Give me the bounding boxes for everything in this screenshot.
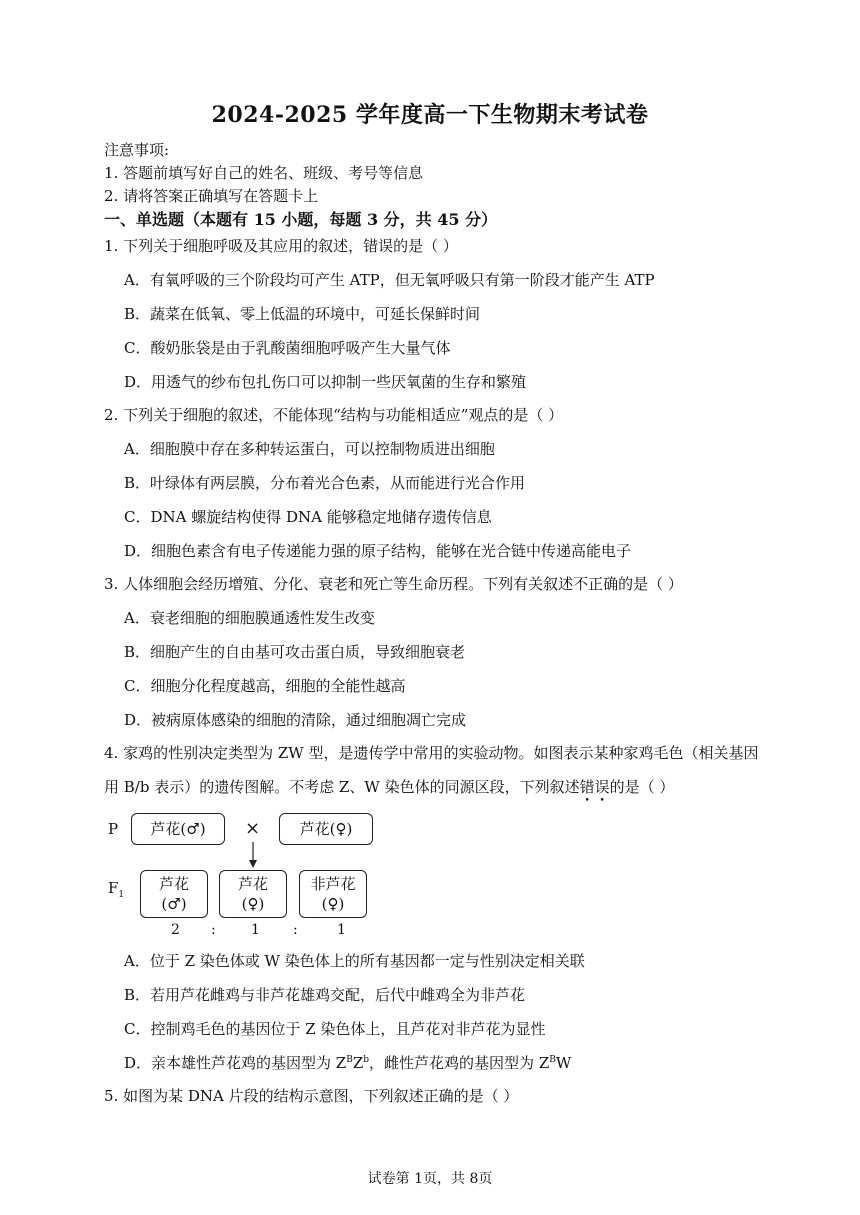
notice-item: 2. 请将答案正确填写在答题卡上	[104, 187, 319, 205]
ratio-colon: :	[211, 922, 216, 938]
option-c: C．控制鸡毛色的基因位于 Z 染色体上，且芦花对非芦花为显性	[124, 1020, 546, 1038]
option-d: D．细胞色素含有电子传递能力强的原子结构，能够在光合链中传递高能电子	[124, 542, 632, 560]
arrow-down-icon	[245, 840, 261, 870]
f1-label	[108, 879, 124, 900]
f1-box-female-barred	[219, 870, 287, 918]
option-d	[124, 1052, 571, 1073]
emphasis-char: 错	[579, 778, 595, 796]
box-line: (♀)	[321, 895, 345, 913]
p-male-box: 芦花(♂)	[131, 813, 225, 845]
question-stem: 2. 下列关于细胞的叙述，不能体现“结构与功能相适应”观点的是（ ）	[104, 406, 564, 424]
box-line: 芦花	[158, 875, 189, 893]
ratio-colon: :	[293, 922, 298, 938]
question-stem-line1: 4. 家鸡的性别决定类型为 ZW 型，是遗传学中常用的实验动物。如图表示某种家鸡毛色（相关基因	[104, 744, 759, 762]
question-stem: 5. 如图为某 DNA 片段的结构示意图，下列叙述正确的是（ ）	[104, 1087, 519, 1105]
f1-letter: F	[108, 879, 119, 897]
box-line: (♀)	[241, 895, 265, 913]
option-d: D．用透气的纱布包扎伤口可以抑制一些厌氧菌的生存和繁殖	[124, 373, 527, 391]
ratio-value: 2	[171, 922, 180, 938]
option-a: A．细胞膜中存在多种转运蛋白，可以控制物质进出细胞	[124, 440, 495, 458]
option-c: C．DNA 螺旋结构使得 DNA 能够稳定地储存遗传信息	[124, 508, 492, 526]
p-female-box: 芦花(♀)	[279, 813, 373, 845]
f1-box-male	[140, 870, 208, 918]
option-a: A．有氧呼吸的三个阶段均可产生 ATP，但无氧呼吸只有第一阶段才能产生 ATP	[124, 271, 655, 289]
emphasis-char: 误	[594, 778, 610, 796]
question-stem: 1. 下列关于细胞呼吸及其应用的叙述，错误的是（ ）	[104, 237, 458, 255]
option-text: D．亲本雄性芦花鸡的基因型为 Z	[124, 1054, 347, 1072]
box-line: (♂)	[161, 895, 187, 913]
f1-box-female-nonbarred	[299, 870, 367, 918]
stem-text: 用 B/b 表示）的遗传图解。不考虑 Z、W 染色体的同源区段，下列叙述	[104, 778, 580, 796]
option-c: C．细胞分化程度越高，细胞的全能性越高	[124, 677, 406, 695]
stem-text: 的是（ ）	[609, 778, 675, 796]
option-b: B．叶绿体有两层膜，分布着光合色素，从而能进行光合作用	[124, 474, 526, 492]
notice-item: 1. 答题前填写好自己的姓名、班级、考号等信息	[104, 164, 424, 182]
notice-heading: 注意事项:	[104, 141, 170, 159]
p-label: P	[108, 820, 119, 838]
box-line: 芦花	[237, 875, 268, 893]
option-text: W	[555, 1054, 572, 1072]
option-text: ，雌性芦花鸡的基因型为 Z	[369, 1054, 550, 1072]
superscript: b	[363, 1055, 370, 1065]
option-a: A．衰老细胞的细胞膜通透性发生改变	[124, 609, 375, 627]
box-line: 非芦花	[310, 875, 356, 893]
option-a: A．位于 Z 染色体或 W 染色体上的所有基因都一定与性别决定相关联	[124, 952, 585, 970]
page-footer: 试卷第 1页，共 8页	[367, 1171, 493, 1187]
option-c: C．酸奶胀袋是由于乳酸菌细胞呼吸产生大量气体	[124, 339, 451, 357]
f1-subscript: 1	[118, 890, 125, 900]
option-b: B．细胞产生的自由基可攻击蛋白质，导致细胞衰老	[124, 643, 466, 661]
option-b: B．蔬菜在低氧、零上低温的环境中，可延长保鲜时间	[124, 305, 481, 323]
exam-title: 2024-2025 学年度高一下生物期末考试卷	[211, 102, 649, 128]
superscript: B	[549, 1055, 556, 1065]
cross-symbol: ×	[245, 818, 261, 839]
superscript: B	[346, 1055, 353, 1065]
question-stem: 3. 人体细胞会经历增殖、分化、衰老和死亡等生命历程。下列有关叙述不正确的是（ ）	[104, 575, 683, 593]
section-heading: 一、单选题（本题有 15 小题，每题 3 分，共 45 分）	[104, 210, 498, 229]
option-d: D．被病原体感染的细胞的清除，通过细胞凋亡完成	[124, 711, 467, 729]
option-text: Z	[352, 1054, 364, 1072]
option-b: B．若用芦花雌鸡与非芦花雄鸡交配，后代中雌鸡全为非芦花	[124, 986, 526, 1004]
ratio-value: 1	[251, 922, 260, 938]
question-stem-line2	[104, 776, 674, 797]
ratio-value: 1	[337, 922, 346, 938]
